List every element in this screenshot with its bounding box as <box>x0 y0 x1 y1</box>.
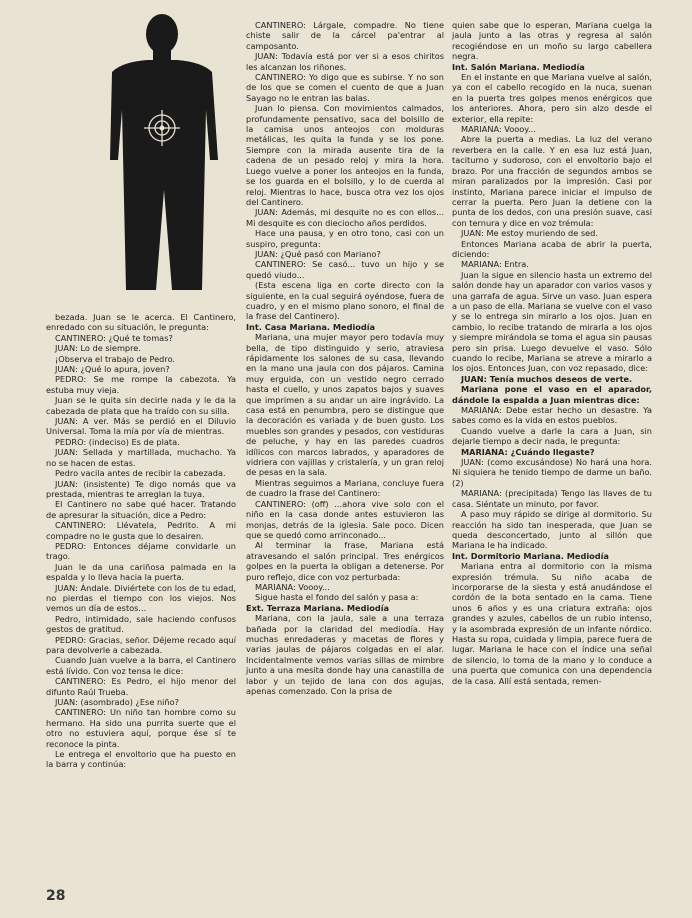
paragraph: MARIANA: (precipitada) Tengo las llaves de tu casa. Siéntate un minuto, por favor. <box>452 488 652 509</box>
scene-heading: Ext. Terraza Mariana. Mediodía <box>246 602 390 613</box>
paragraph: Juan la sigue en silencio hasta un extremo del salón donde hay un aparador con varios vasos y una garrafa de agua. Sirve un vaso. Juan espera a un paso de ella. Mariana se vuelve con el vaso y se lo entrega sin mirarlo a los ojos. Juan en cambio, lo recibe tratando de mirarla a los ojos y siempre mirándola se toma el agua sin pausas pero sin prisa. Luego devuelve el vaso. Sólo cuando lo recibe, Mariana se atreve a mirarlo a los ojos. Entonces Juan, con voz repasado, dice: <box>452 269 652 374</box>
paragraph: JUAN: (como excusándose) No hará una hora. Ni siquiera he tenido tiempo de darme un baño.(2) <box>452 457 652 488</box>
paragraph: Pedro vacila antes de recibir la cabezada. <box>55 468 226 479</box>
paragraph: CANTINERO: Se casó... tuvo un hijo y se quedó viudo... <box>246 259 444 280</box>
paragraph: JUAN: ¿Qué pasó con Mariano? <box>255 248 381 259</box>
paragraph: quien sabe que lo esperan, Mariana cuelga la jaula junto a las otras y regresa al salón recogiéndose en un moño su largo cabellera negra. <box>452 20 652 62</box>
paragraph: Juan lo piensa. Con movimientos calmados, profundamente pensativo, saca del bolsillo de la camisa unos anteojos con molduras metálicas, les quita la funda y se los pone. Siempre con la mirada ausente tira de la cadena de un pesado reloj y mira la hora. Luego vuelve a poner los anteojos en la funda, se los guarda en el bolsillo, y lo de cuerda al reloj. Mientras lo hace, busca otra vez los ojos del Cantinero. <box>246 103 444 207</box>
paragraph: Mientras seguimos a Mariana, concluye fuera de cuadro la frase del Cantinero: <box>246 477 444 499</box>
paragraph: JUAN: Ándale. Diviértete con los de tu edad, no pierdas el tiempo con los viejos. Nos vemos un día de estos... <box>46 582 236 614</box>
paragraph: MARIANA: Debe estar hecho un desastre. Ya sabes como es la vida en estos pueblos. <box>452 405 652 426</box>
paragraph: Mariana pone el vaso en el aparador, dándole la espalda a Juan mientras dice: <box>452 384 652 405</box>
paragraph: Entonces Mariana acaba de abrir la puerta, diciendo: <box>452 238 652 259</box>
scene-heading: Int. Salón Mariana. Mediodía <box>452 61 585 72</box>
paragraph: JUAN: Lo de siempre. <box>55 343 141 354</box>
scene-heading: Int. Dormitorio Mariana. Mediodía <box>452 550 609 561</box>
paragraph: CANTINERO: Yo digo que es subirse. Y no son de los que se comen el cuento de que a Juan Sayago no le entran las balas. <box>246 72 444 103</box>
page-number: 28 <box>46 888 66 904</box>
paragraph: MARIANA: Voooy... <box>461 124 536 135</box>
paragraph: CANTINERO: Lárgale, compadre. No tiene chiste salir de la cárcel pa'entrar al camposanto. <box>246 20 444 51</box>
paragraph: CANTINERO: (off) ...ahora vive solo con el niño en la casa donde antes estuvieron las monjas, detrás de la iglesia. Sale poco. Dicen que se quedó como arrinconado... <box>246 498 444 540</box>
paragraph: (Esta escena liga en corte directo con la siguiente, en la cual seguirá oyéndose, fuera de cuadro, y en el mismo plano sonoro, el final de la frase del Cantinero). <box>246 280 444 322</box>
paragraph: CANTINERO: Es Pedro, el hijo menor del difunto Raúl Trueba. <box>46 676 236 697</box>
text-column-3 <box>452 20 652 686</box>
paragraph: CANTINERO: Llévatela, Pedrito. A mi compadre no le gusta que lo desairen. <box>46 520 236 541</box>
text-column-2 <box>246 20 444 696</box>
scene-heading: Int. Casa Mariana. Mediodía <box>246 321 376 332</box>
paragraph: JUAN: ¿Qué lo apura, joven? <box>55 364 170 375</box>
paragraph: Juan le da una cariñosa palmada en la espalda y lo lleva hacia la puerta. <box>46 561 236 583</box>
paragraph: Al terminar la frase, Mariana está atravesando el salón principal. Tres enérgicos golpes en la puerta la obligan a detenerse. Por puro reflejo, dice con voz perturbada: <box>246 540 444 582</box>
paragraph: PEDRO: Gracias, señor. Déjeme recado aquí para devolverle a cabezada. <box>46 634 236 655</box>
paragraph: bezada. Juan se le acerca. El Cantinero, enredado con su situación, le pregunta: <box>46 312 236 333</box>
paragraph: PEDRO: Se me rompe la cabezota. Ya estuba muy vieja. <box>46 374 236 395</box>
paragraph: PEDRO: Entonces déjame convidarle un trago. <box>46 540 236 562</box>
silhouette-target-illustration <box>92 0 262 300</box>
paragraph: JUAN: Me estoy muriendo de sed. <box>461 228 598 239</box>
paragraph: Abre la puerta a medias. La luz del verano reverbera en la calle. Y en esa luz está Juan, taciturno y sudoroso, con el envoltorio bajo el brazo. Por una fracción de segundos ambos se miran paralizados por la impresión. Casi por instinto, Mariana parece iniciar el impulso de cerrar la puerta. Pero Juan la detiene con la punta de los dedos, con una presión suave, casi con ternura y dice en voz trémula: <box>452 134 652 228</box>
paragraph: Sigue hasta el fondo del salón y pasa a: <box>255 592 419 603</box>
paragraph: Pedro, intimidado, sale haciendo confusos gestos de gratitud. <box>46 613 236 635</box>
paragraph: MARIANA: Entra. <box>461 259 529 270</box>
paragraph: A paso muy rápido se dirige al dormitorio. Su reacción ha sido tan inesperada, que Juan se queda desconcertado, junto al sillón que Mariana le ha indicado. <box>452 509 652 551</box>
paragraph: Cuando vuelve a darle la cara a Juan, sin dejarle tiempo a decir nada, le pregunta: <box>452 425 652 447</box>
paragraph: JUAN: Todavía está por ver si a esos chiritos les alcanzan los riñones. <box>246 51 444 72</box>
paragraph: En el instante en que Mariana vuelve al salón, ya con el cabello recogido en la nuca, suenan en la puerta tres golpes menos enérgicos que los anteriores. Ahora, pero sin alzo desde el exterior, ella repite: <box>452 72 652 124</box>
paragraph: JUAN: Además, mi desquite no es con ellos... Mi desquite es con dieciocho años perdidos. <box>246 207 444 228</box>
text-column-1 <box>46 312 236 770</box>
paragraph: JUAN: Tenía muchos deseos de verte. <box>461 373 633 384</box>
paragraph: MARIANA: ¿Cuándo llegaste? <box>461 446 595 457</box>
paragraph: Mariana, con la jaula, sale a una terraza bañada por la claridad del mediodía. Hay muchas enredaderas y macetas de flores y varias jaulas de pájaros colgadas en el alar. Incidentalmente vemos varias sillas de mimbre junto a una mesita donde hay una canastilla de labor y un tejido de lana con dos agujas, apenas comenzado. Con la prisa de <box>246 613 444 696</box>
paragraph: CANTINERO: Un niño tan hombre como su hermano. Ha sido una purrita suerte que el otro no estuviera aquí, porque ése sí te reconoce la pinta. <box>46 707 236 749</box>
paragraph: Cuando Juan vuelve a la barra, el Cantinero está lívido. Con voz tensa le dice: <box>46 655 236 676</box>
paragraph: El Cantinero no sabe qué hacer. Tratando de apresurar la situación, dice a Pedro: <box>46 499 236 520</box>
paragraph: Mariana, una mujer mayor pero todavía muy bella, de tipo distinguido y serio, atraviesa rápidamente los salones de su casa, llevando en la mano una jaula con dos pájaros. Camina muy erguida, con un vestido negro cerrado hasta el cuello, y unos zapatos bajos y suaves que imprimen a su andar un aire ingrávido. La casa está en penumbra, pero se distingue que la decoración es variada y de buen gusto. Los muebles son grandes y pesados, con vestiduras de peluche, y hay en las paredes cuadros idílicos con marcos labrados, y aparadores de vidriera con vajillas y cristalería, y un gran reloj de pesas en la sala. <box>246 332 444 478</box>
paragraph: JUAN: (insistente) Te digo nomás que va prestada, mientras te arreglan la tuya. <box>46 478 236 499</box>
paragraph: MARIANA: Voooy... <box>255 581 330 592</box>
paragraph: CANTINERO: ¿Qué te tomas? <box>55 332 173 343</box>
paragraph: Juan se le quita sin decirle nada y le da la cabezada de plata que ha traído con su silla. <box>46 395 236 416</box>
paragraph: Hace una pausa, y en otro tono, casi con un suspiro, pregunta: <box>246 228 444 249</box>
paragraph: JUAN: Sellada y martillada, muchacho. Ya no se hacen de estas. <box>46 447 236 468</box>
paragraph: ¡Observa el trabajo de Pedro. <box>55 353 176 364</box>
paragraph: Le entrega el envoltorio que ha puesto en la barra y continúa: <box>46 749 236 770</box>
paragraph: Mariana entra al dormitorio con la misma expresión trémula. Su niño acaba de incorporarse de la siesta y está anudándose el cordón de la bota sentado en la cama. Tiene unos 6 años y es una criatura extraña: ojos grandes y azules, cabellos de un rubio intenso, y la asombrada expresión de un infante nórdico. Hasta su ropa, cuidada y limpia, parece fuera de lugar. Mariana le hace con el índice una señal de silencio, lo toma de la mano y lo conduce a una puerta que comunica con una dependencia de la casa. Allí está sentada, remen- <box>452 561 652 686</box>
paragraph: JUAN: (asombrado) ¿Ese niño? <box>55 697 179 708</box>
paragraph: JUAN: A ver. Más se perdió en el Diluvio Universal. Toma la mía por vía de mientras. <box>46 416 236 437</box>
paragraph: PEDRO: (indeciso) Es de plata. <box>55 436 180 447</box>
